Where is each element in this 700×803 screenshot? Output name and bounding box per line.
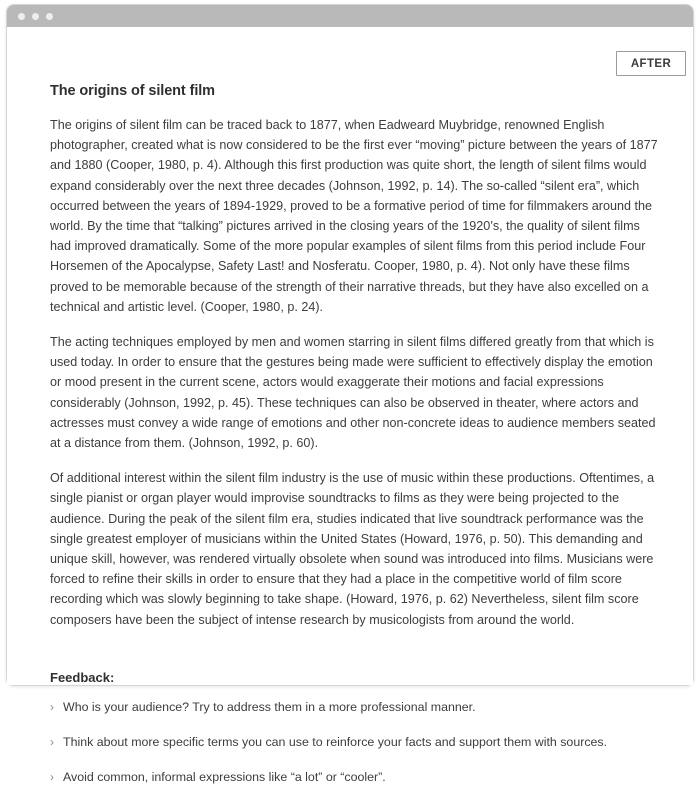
- feedback-item-text: Think about more specific terms you can use to reinforce your facts and support them with sources.: [63, 734, 608, 749]
- document-body: [50, 83, 658, 803]
- feedback-list-item: [50, 768, 658, 786]
- feedback-item-text: Who is your audience? Try to address them in a more professional manner.: [63, 699, 476, 714]
- chevron-right-icon: ›: [50, 769, 54, 784]
- document-paragraph-2: The acting techniques employed by men and women starring in silent films differed greatly from that which is used today. In order to ensure that the gestures being made were sufficient to effectively display the emotion or mood present in the current scene, actors would exaggerate their motions and facial expressions considerably (Johnson, 1992, p. 45). These techniques can also be observed in theater, where actors and actresses must convey a wide range of emotions and other non-concrete ideas to audience members seated at a distance from them. (Johnson, 1992, p. 60).: [50, 335, 656, 451]
- window-dot-close-icon[interactable]: [18, 13, 25, 20]
- app-window: [6, 4, 694, 784]
- document-paragraph-1: The origins of silent film can be traced back to 1877, when Eadweard Muybridge, renowned English photographer, created what is now considered to be the first ever “moving” picture between the years of 1877 and 1880 (Cooper, 1980, p. 4). Although this first production was quite short, the length of silent films would expand considerably over the next three decades (Johnson, 1992, p. 14). The so-called “silent era”, which occurred between the years of 1894-1929, proved to be a formative period of time for filmmakers around the world. By the time that “talking” pictures arrived in the closing years of the 1920’s, the quality of silent films had improved dramatically. Some of the more popular examples of silent films from this period include Four Horsemen of the Apocalypse, Safety Last! and Nosferatu. Cooper, 1980, p. 4). Not only have these films proved to be memorable because of the strength of their narrative threads, but they have also excelled on a technical and artistic level. (Cooper, 1980, p. 24).: [50, 118, 658, 314]
- feedback-list-item: [50, 698, 658, 716]
- feedback-section: [50, 670, 658, 786]
- window-dot-maximize-icon[interactable]: [46, 13, 53, 20]
- chevron-right-icon: ›: [50, 699, 54, 714]
- after-toggle-button[interactable]: AFTER: [616, 51, 686, 76]
- document-paragraph-3: Of additional interest within the silent film industry is the use of music within these productions. Oftentimes, a single pianist or organ player would improvise soundtracks to films as they were being projected to the audience. During the peak of the silent film era, studies indicated that live soundtrack performance was the single greatest employer of musicians within the United States (Howard, 1976, p. 50). This demanding and unique skill, however, was rendered virtually obsolete when sound was introduced into films. Musicians were forced to refine their skills in order to ensure that they had a place in the competitive world of film score recording which was slowly beginning to take shape. (Howard, 1976, p. 62) Nevertheless, silent film score composers have been the subject of intense research by musicologists from around the world.: [50, 471, 655, 627]
- chevron-right-icon: ›: [50, 734, 54, 749]
- window-content: [7, 27, 693, 784]
- document-title: The origins of silent film: [50, 83, 215, 99]
- feedback-list: [50, 698, 658, 786]
- feedback-item-text: Avoid common, informal expressions like “a lot” or “cooler”.: [63, 769, 386, 784]
- feedback-list-item: [50, 733, 658, 751]
- feedback-heading: Feedback:: [50, 669, 115, 685]
- window-dot-minimize-icon[interactable]: [32, 13, 39, 20]
- window-title-bar: [7, 5, 693, 27]
